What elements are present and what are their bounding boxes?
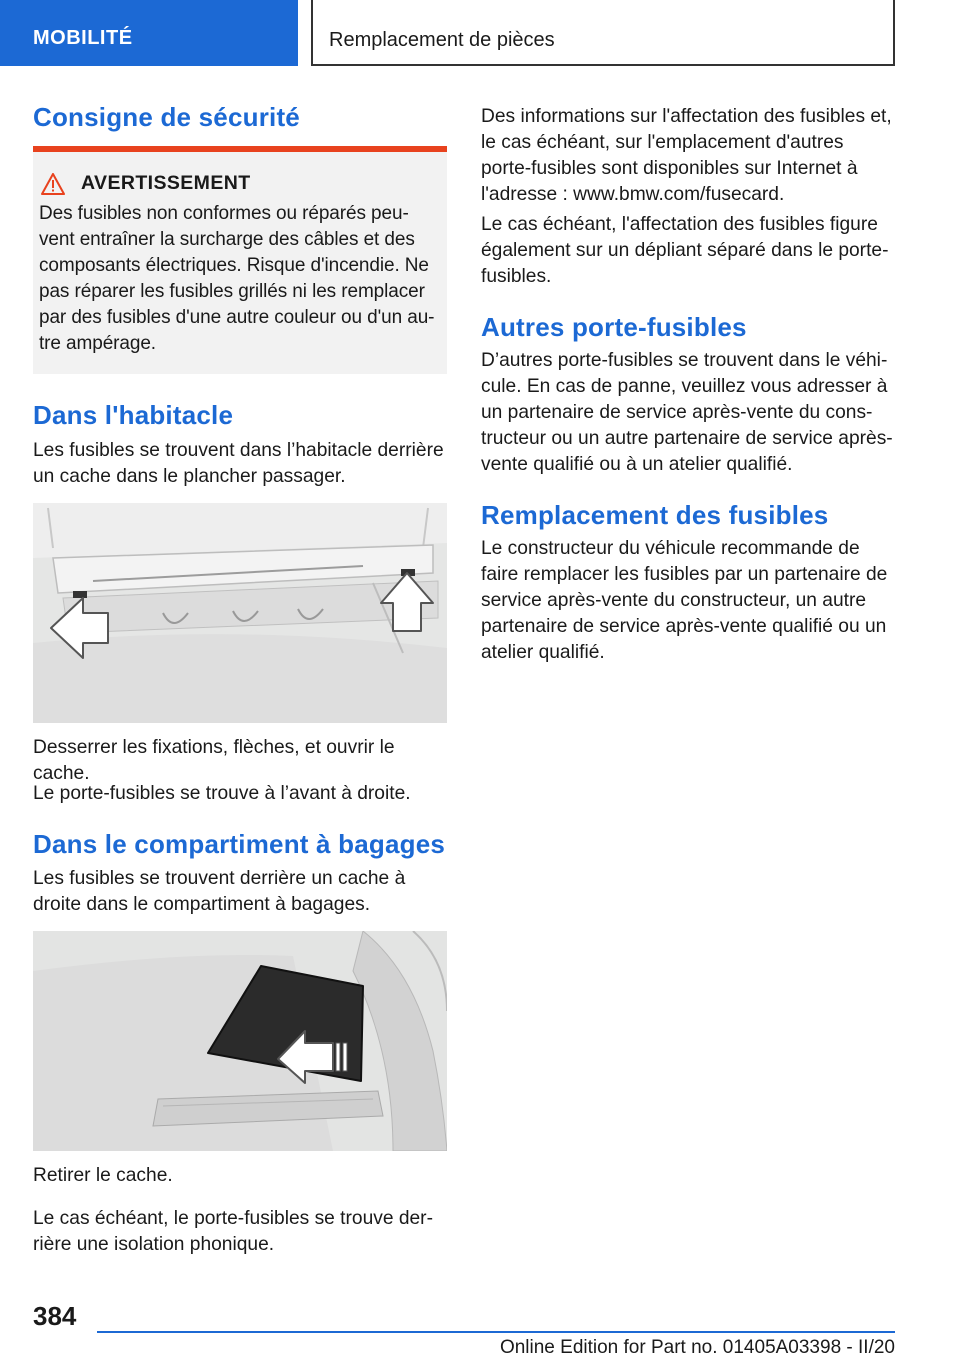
warning-title: AVERTISSEMENT bbox=[81, 172, 251, 194]
cabin-line: un cache dans le plancher passager. bbox=[33, 466, 346, 487]
leaflet-line: fusibles. bbox=[481, 266, 552, 287]
trunk-line: Les fusibles se trouvent derrière un cache à bbox=[33, 868, 406, 889]
leaflet-line: également sur un dépliant séparé dans le porte- bbox=[481, 240, 889, 261]
warning-title-row bbox=[39, 172, 441, 195]
other-line: vente qualifié ou à un atelier qualifié. bbox=[481, 454, 793, 475]
caption-text: Desserrer les fixations, flèches, et ouvrir le cache. bbox=[33, 737, 395, 784]
caption-text: Retirer le cache. bbox=[33, 1165, 173, 1186]
info-paragraph bbox=[481, 104, 911, 208]
cabin-caption bbox=[33, 735, 453, 787]
section-tab bbox=[0, 0, 298, 66]
chapter-header bbox=[311, 0, 895, 66]
warning-line: vent entraîner la surcharge des câbles et des bbox=[39, 229, 415, 250]
trunk-heading: Dans le compartiment à bagages bbox=[33, 829, 446, 859]
cabin-heading: Dans l'habitacle bbox=[33, 400, 234, 430]
warning-line: Des fusibles non conformes ou réparés peu- bbox=[39, 203, 409, 224]
trunk-caption bbox=[33, 1163, 453, 1189]
info-line: l'adresse : www.bmw.com/fusecard. bbox=[481, 184, 785, 205]
trunk-note bbox=[33, 1206, 453, 1258]
other-line: un partenaire de service après-vente du cons- bbox=[481, 402, 873, 423]
warning-line: pas réparer les fusibles grillés ni les remplacer bbox=[39, 281, 425, 302]
chapter-label: Remplacement de pièces bbox=[329, 29, 555, 51]
replace-line: Le constructeur du véhicule recommande de bbox=[481, 538, 860, 559]
leaflet-paragraph bbox=[481, 212, 911, 290]
footer-divider bbox=[97, 1331, 895, 1333]
other-line: cule. En cas de panne, veuillez vous adresser à bbox=[481, 376, 888, 397]
replace-heading: Remplacement des fusibles bbox=[481, 500, 829, 530]
info-line: Des informations sur l'affectation des fusibles et, bbox=[481, 106, 892, 127]
replace-line: atelier qualifié. bbox=[481, 642, 605, 663]
other-fuse-heading: Autres porte-fusibles bbox=[481, 312, 747, 342]
warning-line: composants électriques. Risque d'incendie. Ne bbox=[39, 255, 429, 276]
replace-paragraph bbox=[481, 536, 911, 666]
cabin-paragraph bbox=[33, 438, 453, 490]
note-line: Le cas échéant, le porte-fusibles se trouve der- bbox=[33, 1208, 433, 1229]
safety-heading: Consigne de sécurité bbox=[33, 102, 300, 132]
note-text: Le porte-fusibles se trouve à l’avant à droite. bbox=[33, 783, 411, 804]
trunk-photo bbox=[33, 931, 447, 1151]
leaflet-line: Le cas échéant, l'affectation des fusibles figure bbox=[481, 214, 878, 235]
cabin-line: Les fusibles se trouvent dans l’habitacle derrière bbox=[33, 440, 444, 461]
trunk-paragraph bbox=[33, 866, 453, 918]
warning-line: par des fusibles d'une autre couleur ou d'un au- bbox=[39, 307, 435, 328]
warning-triangle-icon bbox=[41, 173, 65, 195]
other-line: tructeur ou un autre partenaire de service après- bbox=[481, 428, 893, 449]
replace-line: faire remplacer les fusibles par un partenaire de bbox=[481, 564, 888, 585]
note-line: rière une isolation phonique. bbox=[33, 1234, 275, 1255]
replace-line: partenaire de service après-vente qualifié ou un bbox=[481, 616, 887, 637]
other-line: D’autres porte-fusibles se trouvent dans le véhi- bbox=[481, 350, 888, 371]
footer-edition: Online Edition for Part no. 01405A03398 - II/20 bbox=[499, 1337, 895, 1358]
section-label: MOBILITÉ bbox=[33, 27, 133, 49]
other-fuse-paragraph bbox=[481, 348, 911, 478]
info-line: porte-fusibles sont disponibles sur Internet à bbox=[481, 158, 858, 179]
cabin-note bbox=[33, 781, 453, 807]
replace-line: service après-vente du constructeur, un autre bbox=[481, 590, 867, 611]
page-number: 384 bbox=[33, 1301, 77, 1331]
warning-box bbox=[33, 146, 447, 374]
cabin-photo bbox=[33, 503, 447, 723]
trunk-line: droite dans le compartiment à bagages. bbox=[33, 894, 371, 915]
info-line: le cas échéant, sur l'emplacement d'autres bbox=[481, 132, 844, 153]
warning-line: tre ampérage. bbox=[39, 333, 156, 354]
